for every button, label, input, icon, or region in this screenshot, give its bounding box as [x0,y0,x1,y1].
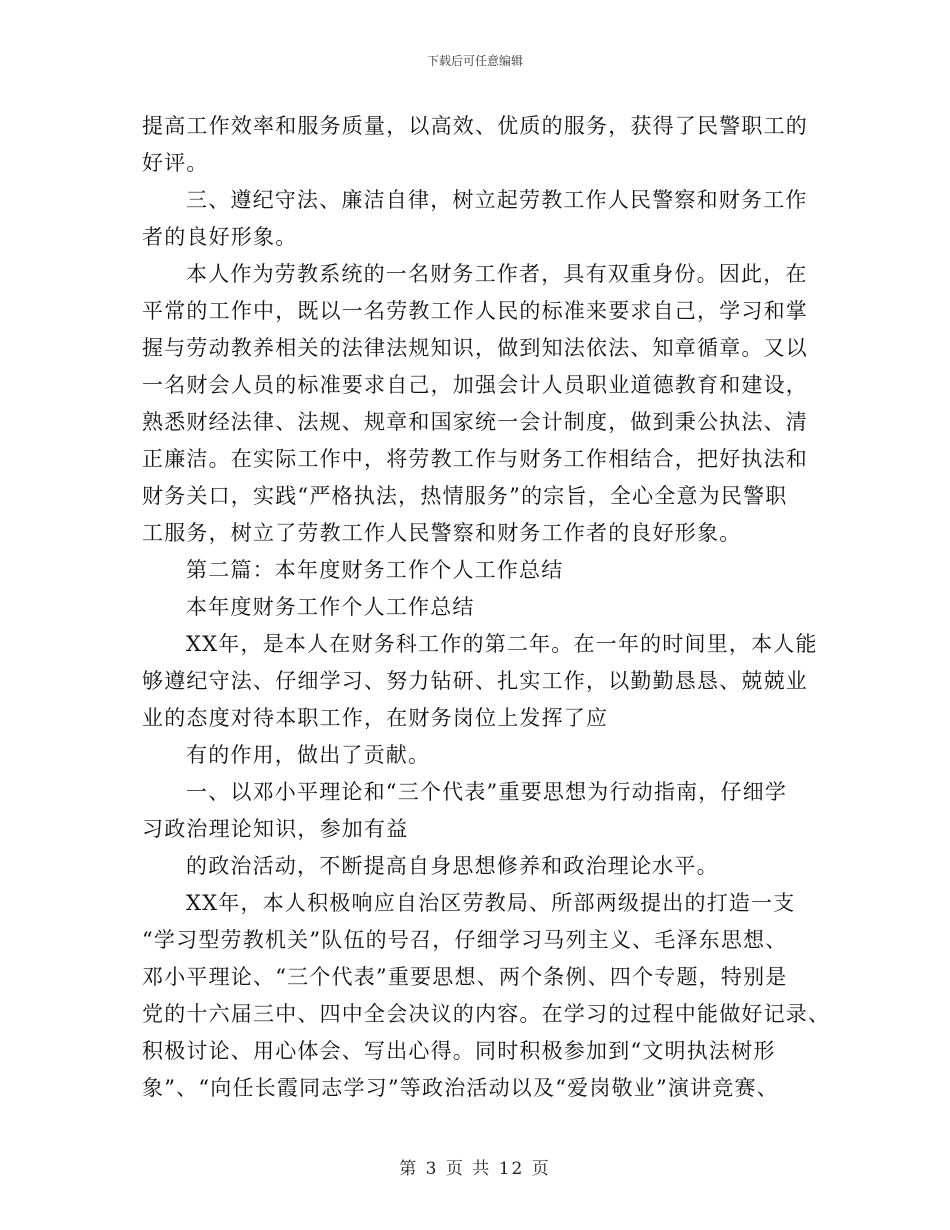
text-line: 好评。 [142,151,209,175]
document-body [142,108,831,1107]
text-line: 积极讨论、用心体会、写出心得。同时积极参加到“文明执法树形 [142,1039,776,1063]
text-line: 熟悉财经法律、法规、规章和国家统一会计制度，做到秉公执法、清 [142,410,808,434]
text-line: XX年，是本人在财务科工作的第二年。在一年的时间里，本人能 [186,632,818,656]
text-line: 习政治理论知识，参加有益 [142,817,409,841]
text-line: 够遵纪守法、仔细学习、努力钻研、扎实工作，以勤勤恳恳、兢兢业 [142,669,808,693]
text-line: “学习型劳教机关”队伍的号召，仔细学习马列主义、毛泽东思想、 [142,928,788,952]
page-footer: 第 3 页 共 12 页 [399,1159,551,1179]
text-line: 握与劳动教养相关的法律法规知识，做到知法依法、知章循章。又以 [142,336,808,360]
text-line: 财务关口，实践“严格执法，热情服务”的宗旨，全心全意为民警职 [142,484,788,508]
page-header: 下载后可任意编辑 [426,54,523,68]
text-line: 工服务，树立了劳教工作人民警察和财务工作者的良好形象。 [142,521,742,545]
text-line: 者的良好形象。 [142,225,298,249]
text-line: 第二篇：本年度财务工作个人工作总结 [186,558,564,582]
text-line: 邓小平理论、“三个代表”重要思想、两个条例、四个专题，特别是 [142,965,788,989]
text-line: 象”、“向任长霞同志学习”等政治活动以及“爱岗敬业”演讲竞赛、 [142,1076,779,1100]
text-line: 的政治活动，不断提高自身思想修养和政治理论水平。 [186,854,719,878]
text-line: 本人作为劳教系统的一名财务工作者，具有双重身份。因此，在 [186,262,808,286]
text-line: 一名财会人员的标准要求自己，加强会计人员职业道德教育和建设， [142,373,808,397]
text-line: 三、遵纪守法、廉洁自律，树立起劳教工作人民警察和财务工作 [186,188,808,212]
text-line: 提高工作效率和服务质量，以高效、优质的服务，获得了民警职工的 [142,114,808,138]
text-line: 本年度财务工作个人工作总结 [186,595,475,619]
text-line: 平常的工作中，既以一名劳教工作人民的标准来要求自己，学习和掌 [142,299,808,323]
text-line: 有的作用，做出了贡献。 [186,743,431,767]
text-line: 一、以邓小平理论和“三个代表”重要思想为行动指南，仔细学 [186,780,788,804]
text-line: XX年，本人积极响应自治区劳教局、所部两级提出的打造一支 [186,891,796,915]
text-line: 正廉洁。在实际工作中，将劳教工作与财务工作相结合，把好执法和 [142,447,808,471]
text-line: 党的十六届三中、四中全会决议的内容。在学习的过程中能做好记录、 [142,1002,831,1026]
text-line: 业的态度对待本职工作，在财务岗位上发挥了应 [142,706,609,730]
